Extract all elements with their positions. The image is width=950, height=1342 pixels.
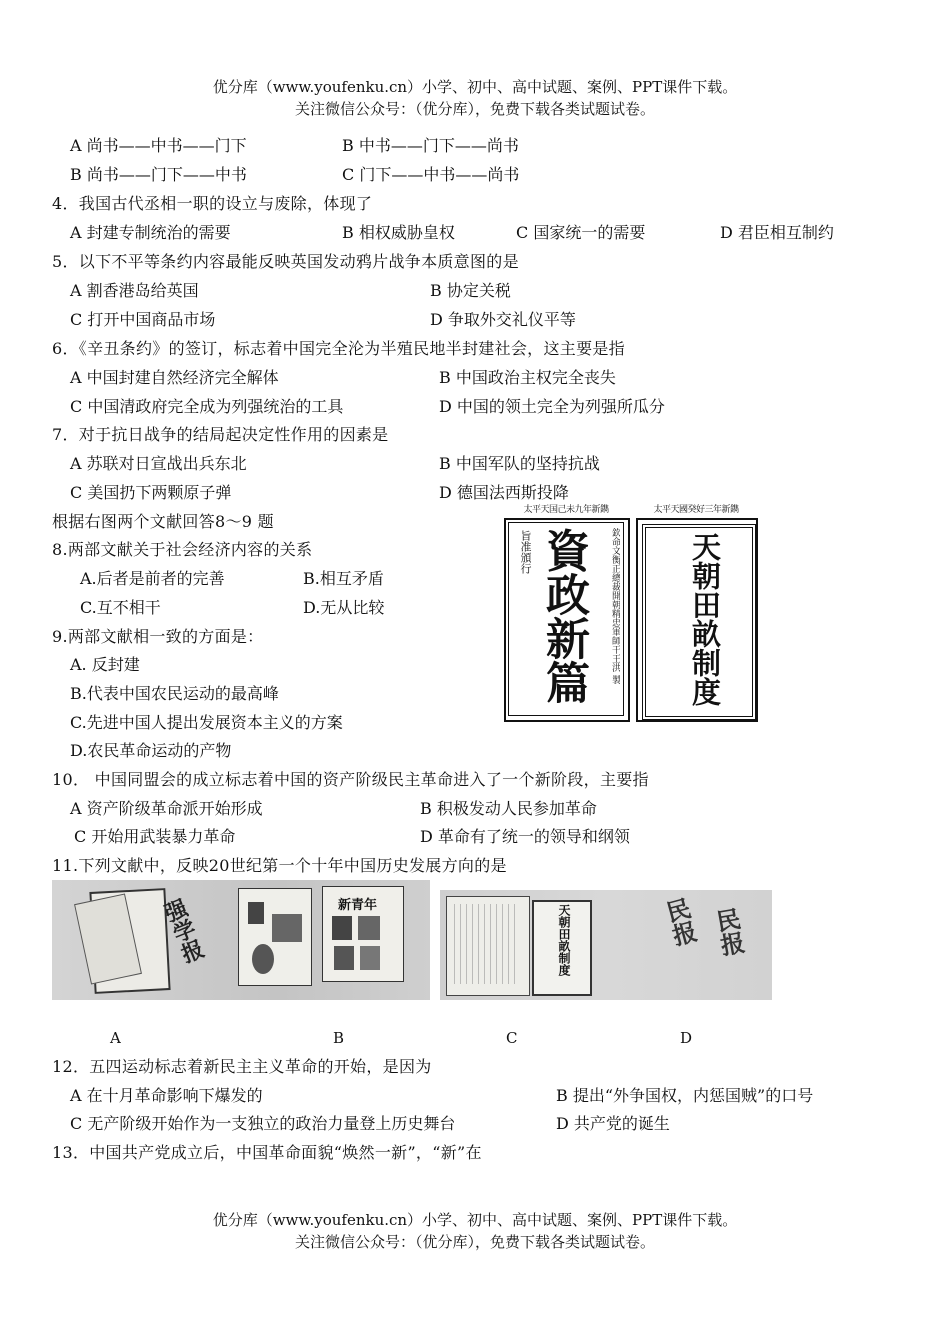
q12-option-c: C 无产阶级开始作为一支独立的政治力量登上历史舞台 bbox=[70, 1114, 456, 1133]
header-line-1: 优分库（www.youfenku.cn）小学、初中、高中试题、案例、PPT课件下载。 bbox=[212, 78, 738, 96]
footer-line-2: 关注微信公众号：（优分库），免费下载各类试题试卷。 bbox=[294, 1233, 655, 1251]
q9-option-d: D.农民革命运动的产物 bbox=[70, 741, 232, 760]
q9-option-b: B.代表中国农民运动的最高峰 bbox=[70, 684, 279, 703]
zizheng-title: 資政新篇 bbox=[538, 528, 589, 704]
footer-line-1: 优分库（www.youfenku.cn）小学、初中、高中试题、案例、PPT课件下载。 bbox=[212, 1211, 738, 1229]
q13-stem: 13．中国共产党成立后，中国革命面貌“焕然一新”，“新”在 bbox=[52, 1143, 482, 1162]
q11-img-c-text: 天朝田畝制度 bbox=[557, 904, 571, 976]
document-tianchao-tianmu bbox=[634, 502, 758, 722]
q4-option-c: C 国家统一的需要 bbox=[516, 223, 646, 242]
q10-option-a: A 资产阶级革命派开始形成 bbox=[70, 799, 263, 818]
q8-stem: 8.两部文献关于社会经济内容的关系 bbox=[52, 540, 313, 559]
q3-option-a: A 尚书——中书——门下 bbox=[70, 136, 247, 155]
q7-option-a: A 苏联对日宣战出兵东北 bbox=[70, 454, 247, 473]
q12-option-d: D 共产党的诞生 bbox=[556, 1114, 670, 1133]
q5-stem: 5．以下不平等条约内容最能反映英国发动鸦片战争本质意图的是 bbox=[52, 252, 519, 271]
q12-option-a: A 在十月革命影响下爆发的 bbox=[70, 1086, 263, 1105]
q8-option-b: B.相互矛盾 bbox=[303, 569, 384, 588]
q4-option-a: A 封建专制统治的需要 bbox=[70, 223, 231, 242]
q3-option-b2: B 尚书——门下——中书 bbox=[70, 165, 247, 184]
q6-option-b: B 中国政治主权完全丧失 bbox=[439, 368, 616, 387]
q8-option-c: C.互不相干 bbox=[80, 598, 161, 617]
zizheng-top-caption: 太平天国己未九年新鐫 bbox=[523, 505, 609, 515]
q7-option-d: D 德国法西斯投降 bbox=[439, 483, 569, 502]
q11-img-d-text-2: 民报 bbox=[710, 905, 748, 959]
q5-option-c: C 打开中国商品市场 bbox=[70, 310, 216, 329]
q8-option-a: A.后者是前者的完善 bbox=[80, 569, 225, 588]
q11-photo-cd bbox=[440, 890, 772, 1000]
q3-option-b1: B 中书——门下——尚书 bbox=[342, 136, 519, 155]
q10-option-d: D 革命有了统一的领导和纲领 bbox=[420, 827, 630, 846]
document-zizheng-xinpian bbox=[500, 502, 628, 722]
tianchao-top-caption: 太平天國癸好三年新鐫 bbox=[653, 505, 739, 515]
q12-option-b: B 提出“外争国权，内惩国贼”的口号 bbox=[556, 1086, 814, 1105]
tianchao-title: 天朝田畝制度 bbox=[688, 532, 722, 706]
q4-stem: 4．我国古代丞相一职的设立与废除，体现了 bbox=[52, 194, 373, 213]
q12-stem: 12．五四运动标志着新民主主义革命的开始，是因为 bbox=[52, 1057, 432, 1076]
header-line-2: 关注微信公众号：（优分库），免费下载各类试题试卷。 bbox=[294, 100, 655, 118]
q9-stem: 9.两部文献相一致的方面是： bbox=[52, 627, 264, 646]
q8-option-d: D.无从比较 bbox=[303, 598, 385, 617]
q6-option-d: D 中国的领土完全为列强所瓜分 bbox=[439, 397, 665, 416]
q11-img-b-text: 新青年 bbox=[338, 898, 378, 913]
zizheng-approval-note: 旨准頒行 bbox=[519, 530, 532, 574]
q8-9-intro: 根据右图两个文献回答8～9 题 bbox=[52, 512, 274, 531]
q6-option-a: A 中国封建自然经济完全解体 bbox=[70, 368, 279, 387]
q6-stem: 6．《辛丑条约》的签订，标志着中国完全沦为半殖民地半封建社会，这主要是指 bbox=[52, 339, 625, 358]
q10-option-b: B 积极发动人民参加革命 bbox=[420, 799, 597, 818]
q5-option-d: D 争取外交礼仪平等 bbox=[430, 310, 576, 329]
q11-label-d: D bbox=[680, 1029, 693, 1047]
q6-option-c: C 中国清政府完全成为列强统治的工具 bbox=[70, 397, 344, 416]
q11-label-b: B bbox=[333, 1029, 345, 1047]
q11-img-d-text-1: 民报 bbox=[659, 895, 700, 949]
q10-stem: 10． 中国同盟会的成立标志着中国的资产阶级民主革命进入了一个新阶段，主要指 bbox=[52, 770, 649, 789]
q7-stem: 7．对于抗日战争的结局起决定性作用的因素是 bbox=[52, 425, 389, 444]
q4-option-b: B 相权威胁皇权 bbox=[342, 223, 455, 242]
q3-option-c: C 门下——中书——尚书 bbox=[342, 165, 520, 184]
q5-option-a: A 割香港岛给英国 bbox=[70, 281, 199, 300]
figure-two-documents bbox=[500, 502, 760, 722]
q9-option-a: A. 反封建 bbox=[70, 655, 140, 674]
zizheng-author: 欽命文衡正總裁開朝精忠軍師干王洪 製 bbox=[610, 528, 620, 684]
q11-img-a-text: 强学报 bbox=[158, 895, 208, 967]
q9-option-c: C.先进中国人提出发展资本主义的方案 bbox=[70, 713, 343, 732]
q5-option-b: B 协定关税 bbox=[430, 281, 511, 300]
q11-photo-ab bbox=[52, 880, 430, 1000]
q7-option-b: B 中国军队的坚持抗战 bbox=[439, 454, 600, 473]
q4-option-d: D 君臣相互制约 bbox=[720, 223, 834, 242]
q7-option-c: C 美国扔下两颗原子弹 bbox=[70, 483, 232, 502]
q10-option-c: C 开始用武装暴力革命 bbox=[74, 827, 236, 846]
q11-stem: 11.下列文献中，反映20世纪第一个十年中国历史发展方向的是 bbox=[52, 856, 507, 875]
q11-label-a: A bbox=[110, 1029, 121, 1047]
q11-label-c: C bbox=[506, 1029, 518, 1047]
